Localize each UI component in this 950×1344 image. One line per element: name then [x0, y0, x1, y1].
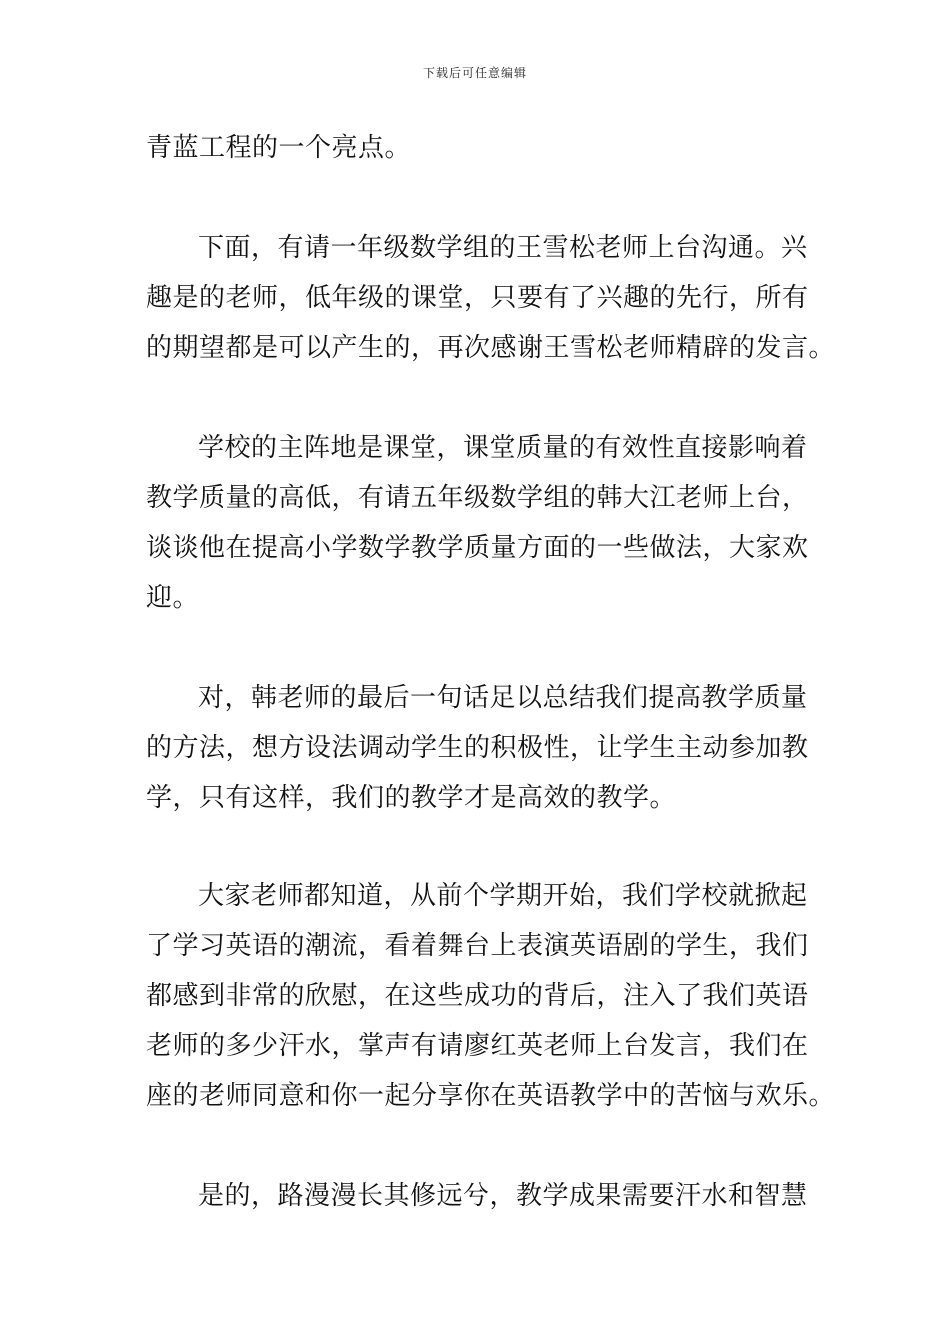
text-line: 趣是的老师，低年级的课堂，只要有了兴趣的先行，所有: [146, 283, 809, 313]
text-line: 的方法，想方设法调动学生的积极性，让学生主动参加教: [146, 733, 809, 763]
page-header: 下载后可任意编辑: [422, 66, 527, 80]
text-line: 谈谈他在提高小学数学教学质量方面的一些做法，大家欢: [146, 533, 809, 563]
text-line: 了学习英语的潮流，看着舞台上表演英语剧的学生，我们: [146, 931, 809, 961]
text-line: 的期望都是可以产生的，再次感谢王雪松老师精辟的发言。: [146, 333, 836, 363]
text-line: 是的，路漫漫长其修远兮，教学成果需要汗水和智慧: [198, 1181, 808, 1211]
text-line: 学校的主阵地是课堂，课堂质量的有效性直接影响着: [198, 433, 808, 463]
text-line: 青蓝工程的一个亮点。: [146, 133, 412, 163]
text-line: 迎。: [146, 583, 200, 613]
text-line: 学，只有这样，我们的教学才是高效的教学。: [146, 783, 677, 813]
text-line: 大家老师都知道，从前个学期开始，我们学校就掀起: [198, 881, 808, 911]
text-line: 下面，有请一年级数学组的王雪松老师上台沟通。兴: [198, 233, 808, 263]
text-line: 对，韩老师的最后一句话足以总结我们提高教学质量: [198, 683, 808, 713]
text-line: 老师的多少汗水，掌声有请廖红英老师上台发言，我们在: [146, 1031, 809, 1061]
text-line: 座的老师同意和你一起分享你在英语教学中的苦恼与欢乐。: [146, 1081, 836, 1111]
text-line: 教学质量的高低，有请五年级数学组的韩大江老师上台，: [146, 483, 809, 513]
text-line: 都感到非常的欣慰，在这些成功的背后，注入了我们英语: [146, 981, 809, 1011]
